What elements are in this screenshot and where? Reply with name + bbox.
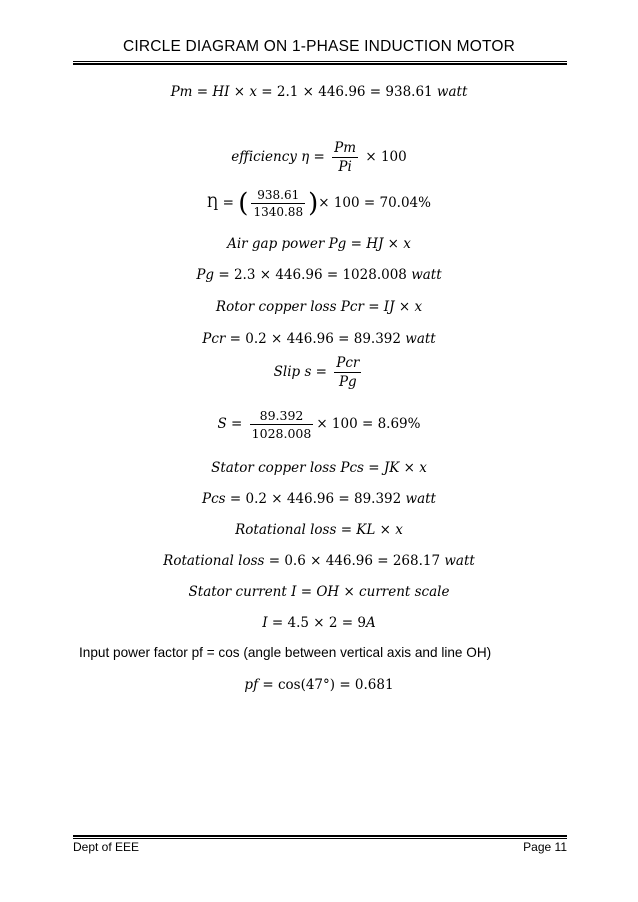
footer-rule xyxy=(73,838,567,839)
equation-pm-rhs: = 2.1 × 446.96 = 938.61 xyxy=(257,84,437,100)
equation-stator-copper-def: Stator copper loss Pcs = JK × x xyxy=(211,460,427,476)
pcr-lhs: Pcr xyxy=(202,331,226,347)
eta-rhs: × 100 = 70.04% xyxy=(318,195,431,211)
pf-rhs: = cos(47°) = 0.681 xyxy=(258,677,394,693)
efficiency-denominator: Pi xyxy=(338,159,352,175)
efficiency-rhs: × 100 xyxy=(361,149,407,165)
slip-lhs: Slip s = xyxy=(273,364,332,380)
equation-pcr xyxy=(0,331,638,347)
equation-rotational-value xyxy=(0,553,638,569)
pg-unit: watt xyxy=(411,267,442,283)
cur-lhs: I xyxy=(262,615,268,631)
right-paren: ) xyxy=(308,188,319,219)
pcr-unit: watt xyxy=(405,331,436,347)
equation-eta xyxy=(0,188,638,219)
s-rhs: × 100 = 8.69% xyxy=(316,416,421,432)
equation-pf xyxy=(0,677,638,693)
equation-pm-unit: watt xyxy=(436,84,468,100)
slip-denominator: Pg xyxy=(338,374,357,390)
eta-numerator: 938.61 xyxy=(251,188,305,204)
slip-numerator: Pcr xyxy=(336,355,360,371)
footer-department: Dept of EEE xyxy=(73,840,140,854)
equation-air-gap-def: Air gap power Pg = HJ × x xyxy=(227,236,411,252)
equation-current-value xyxy=(0,615,638,631)
equation-slip xyxy=(0,355,638,390)
s-lhs: S = xyxy=(217,416,247,432)
efficiency-numerator: Pm xyxy=(334,140,357,156)
pg-rhs: = 2.3 × 446.96 = 1028.008 xyxy=(214,267,412,283)
equation-stator-current-def: Stator current I = OH × current scale xyxy=(188,584,450,600)
cur-rhs: = 4.5 × 2 = 9 xyxy=(267,615,366,631)
rot-rhs: = 0.6 × 446.96 = 268.17 xyxy=(264,553,445,569)
equation-s-value xyxy=(0,408,638,441)
cur-unit: A xyxy=(365,615,376,631)
equation-pm xyxy=(0,84,638,100)
pg-lhs: Pg xyxy=(196,267,215,283)
footer-page-number: Page 11 xyxy=(523,840,567,854)
left-paren: ( xyxy=(238,188,249,219)
pcs-lhs: Pcs xyxy=(202,491,226,507)
equation-pg xyxy=(0,267,638,283)
equation-pcs xyxy=(0,491,638,507)
equation-rotational-def: Rotational loss = KL × x xyxy=(235,522,403,538)
s-denominator: 1028.008 xyxy=(251,426,312,441)
footer-rule-thick xyxy=(73,835,567,837)
power-factor-note: Input power factor pf = cos (angle between vertical axis and line OH) xyxy=(79,645,492,660)
efficiency-fraction xyxy=(332,140,358,175)
rot-unit: watt xyxy=(444,553,475,569)
s-numerator: 89.392 xyxy=(250,408,314,425)
rot-lhs: Rotational loss xyxy=(163,553,265,569)
efficiency-lhs: efficiency η = xyxy=(231,149,330,165)
header-rule-thick xyxy=(73,63,567,65)
equation-efficiency xyxy=(0,140,638,175)
equation-rotor-copper-def: Rotor copper loss Pcr = IJ × x xyxy=(215,299,423,315)
page-header-title: CIRCLE DIAGRAM ON 1-PHASE INDUCTION MOTOR xyxy=(122,38,515,55)
slip-fraction xyxy=(334,355,361,390)
header-rule xyxy=(73,61,567,62)
equation-pm-lhs: Pm = HI × x xyxy=(170,84,257,100)
eta-denominator: 1340.88 xyxy=(253,205,304,219)
pcr-rhs: = 0.2 × 446.96 = 89.392 xyxy=(225,331,406,347)
s-fraction xyxy=(250,408,314,441)
eta-lhs: Ƞ = xyxy=(207,195,239,211)
pcs-unit: watt xyxy=(405,491,436,507)
pcs-rhs: = 0.2 × 446.96 = 89.392 xyxy=(225,491,406,507)
eta-fraction xyxy=(251,188,305,219)
pf-lhs: pf xyxy=(244,677,259,693)
